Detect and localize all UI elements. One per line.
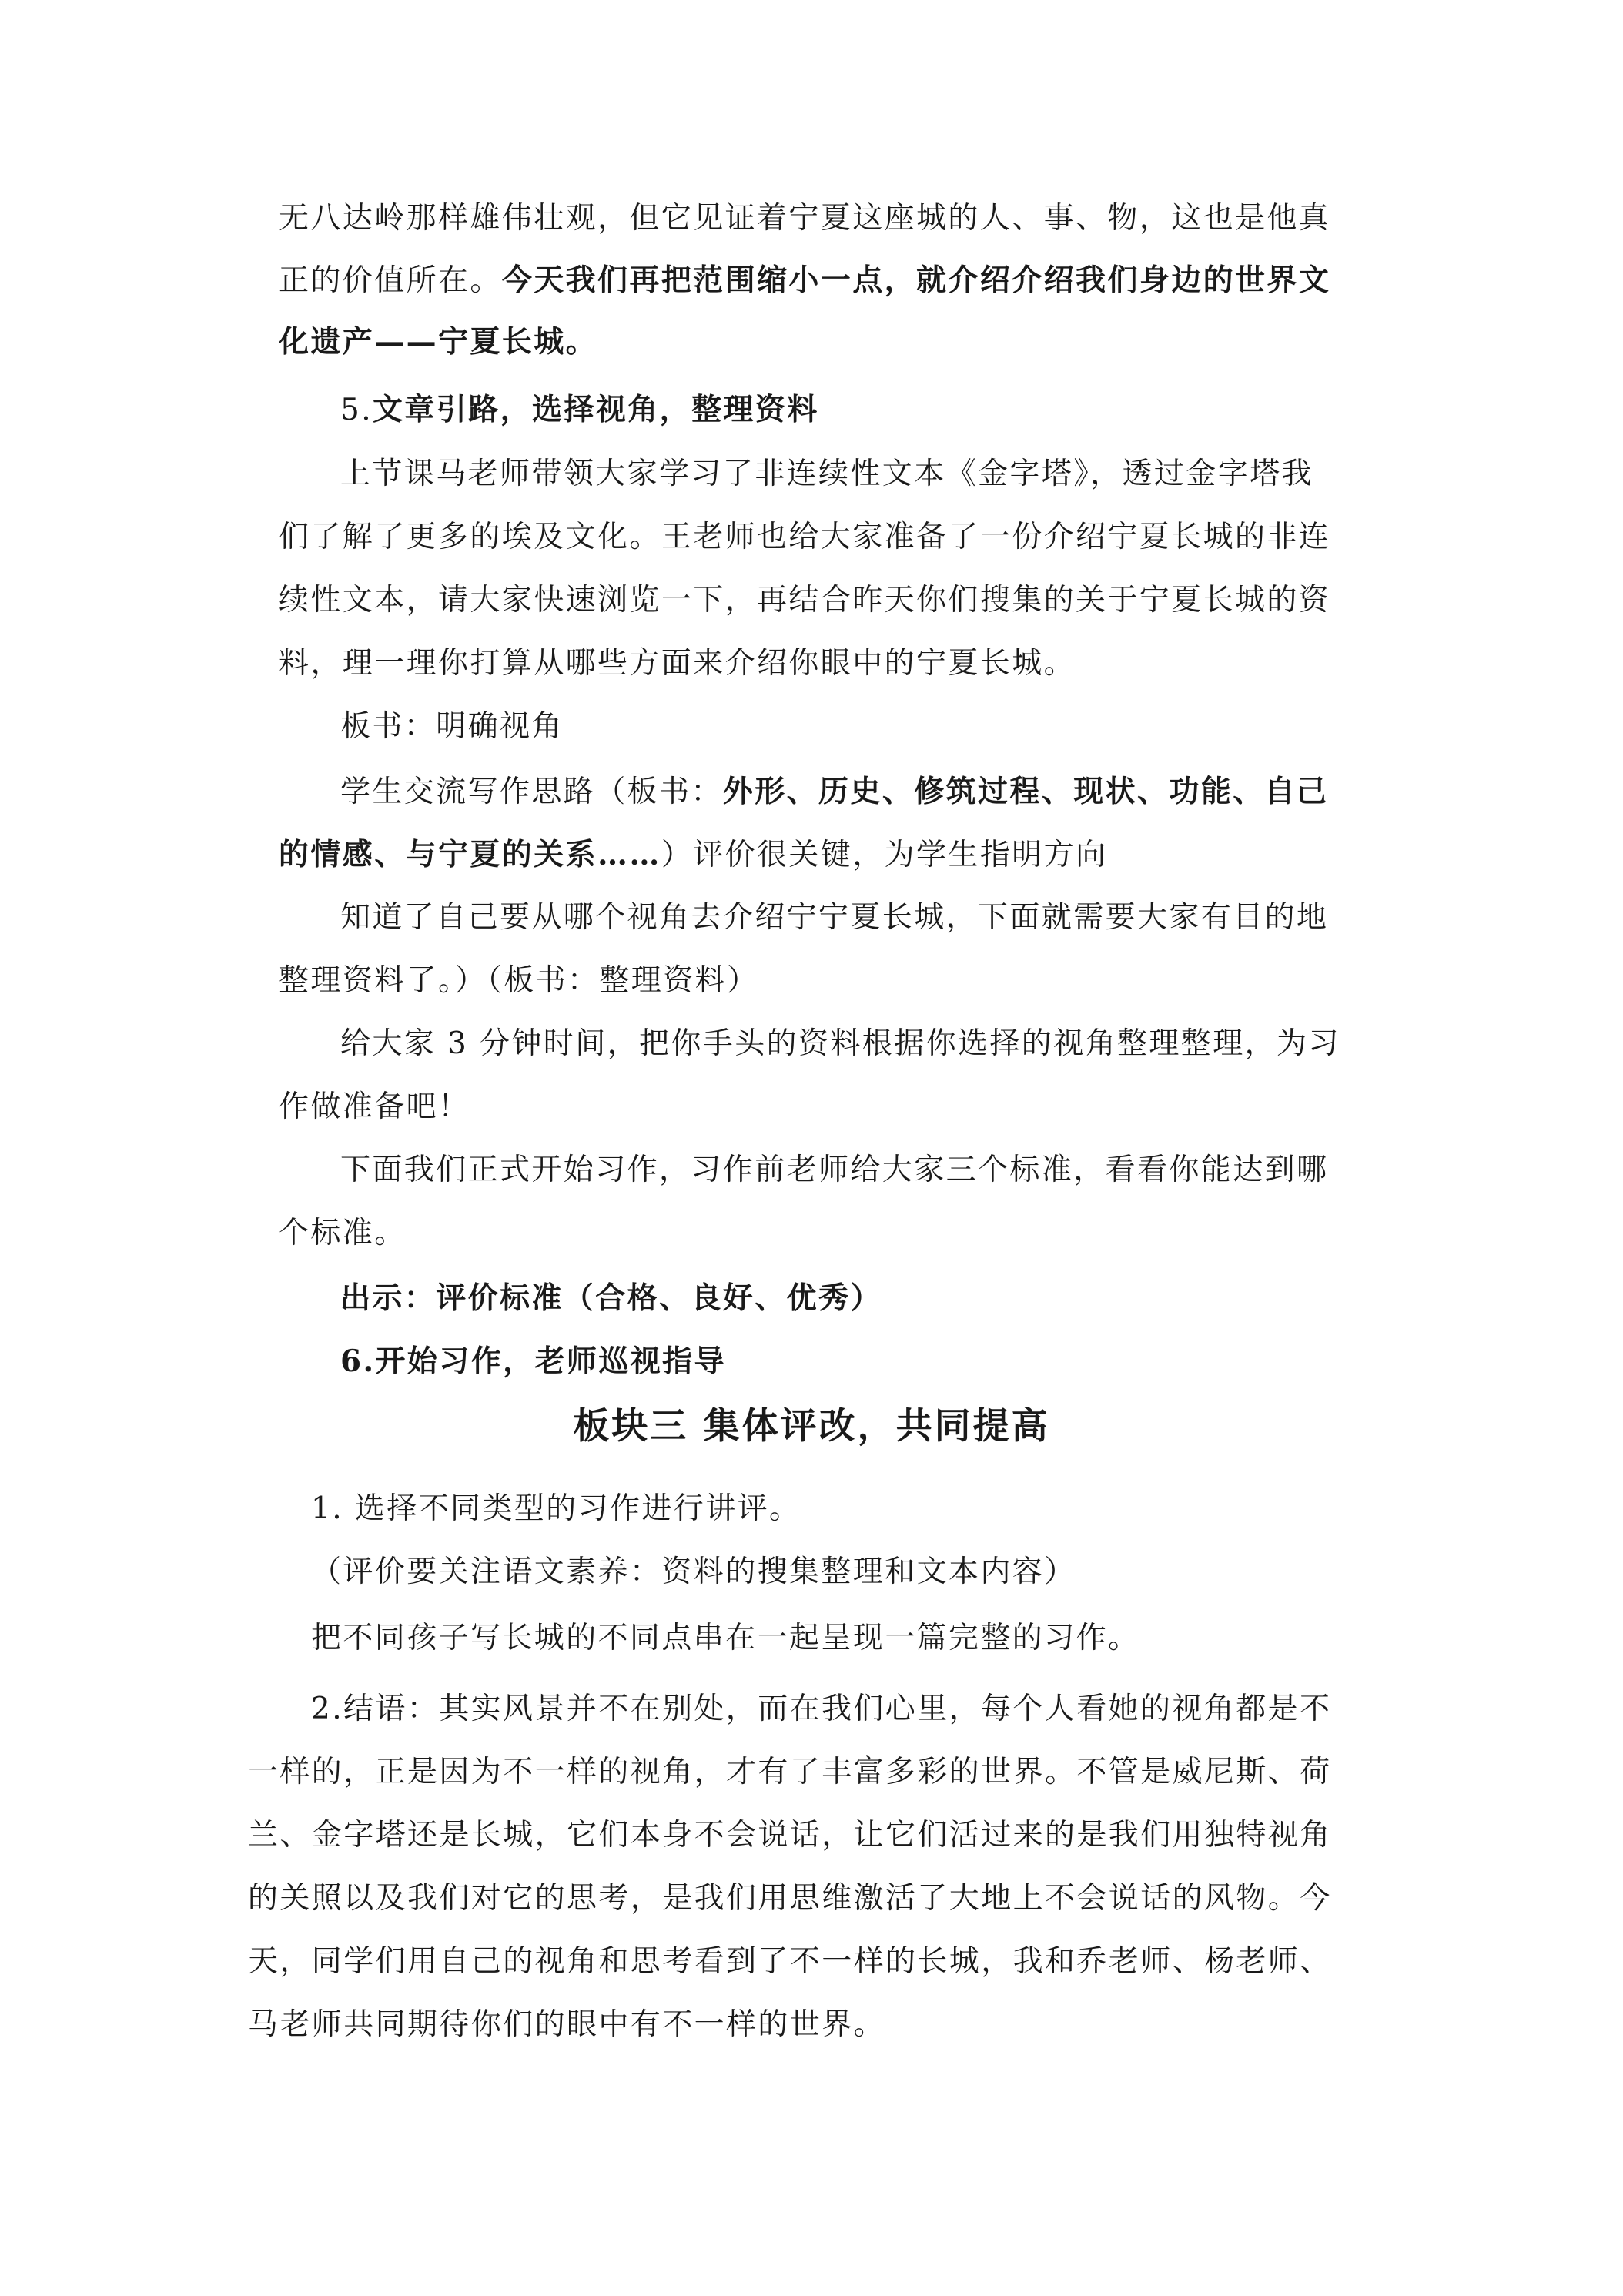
para2-line2: 们了解了更多的埃及文化。王老师也给大家准备了一份介绍宁夏长城的非连 <box>279 520 1331 554</box>
conclusion-line2: 一样的，正是因为不一样的视角，才有了丰富多彩的世界。不管是威尼斯、荷 <box>248 1755 1332 1789</box>
conclusion-line5: 天，同学们用自己的视角和思考看到了不一样的长城，我和乔老师、杨老师、 <box>248 1944 1332 1979</box>
board-note-perspective: 板书：明确视角 <box>340 709 564 744</box>
step6-heading: 6.开始习作，老师巡视指导 <box>340 1344 726 1379</box>
conclusion-line6: 马老师共同期待你们的眼中有不一样的世界。 <box>248 2007 886 2042</box>
para6-line2: 个标准。 <box>279 1216 407 1250</box>
section3-paragraph: 把不同孩子写长城的不同点串在一起呈现一篇完整的习作。 <box>311 1621 1140 1655</box>
para3-line1-bold: 外形、历史、修筑过程、现状、功能、自己 <box>722 774 1329 809</box>
step5-title: 文章引路，选择视角，整理资料 <box>373 392 819 427</box>
evaluation-standard: 出示：评价标准（合格、良好、优秀） <box>340 1280 882 1316</box>
step5-number: 5. <box>340 393 373 427</box>
conclusion-line3: 兰、金字塔还是长城，它们本身不会说话，让它们活过来的是我们用独特视角 <box>248 1818 1332 1853</box>
step5-heading <box>340 387 819 433</box>
para2-line3: 续性文本，请大家快速浏览一下，再结合昨天你们搜集的关于宁夏长城的资 <box>279 583 1331 618</box>
para3-line2-bold: 的情感、与宁夏的关系…… <box>279 837 661 872</box>
para1-line2-plain: 正的价值所在。 <box>279 263 502 298</box>
para2-line1: 上节课马老师带领大家学习了非连续性文本《金字塔》，透过金字塔我 <box>340 457 1313 491</box>
section3-heading: 板块三 集体评改，共同提高 <box>573 1405 1050 1448</box>
para3-line1-plain: 学生交流写作思路（板书： <box>340 775 723 809</box>
para3-line1 <box>340 768 1328 815</box>
para1-line2 <box>279 257 1330 303</box>
conclusion-line4: 的关照以及我们对它的思考，是我们用思维激活了大地上不会说话的风物。今 <box>248 1881 1332 1916</box>
para3-line2-plain: ）评价很关键，为学生指明方向 <box>661 838 1108 872</box>
para6-line1: 下面我们正式开始习作，习作前老师给大家三个标准，看看你能达到哪 <box>340 1153 1329 1187</box>
section3-note: （评价要关注语文素养：资料的搜集整理和文本内容） <box>311 1555 1076 1589</box>
para5-line2: 作做准备吧！ <box>279 1089 470 1124</box>
para3-line2 <box>279 832 1107 878</box>
conclusion-line1: 2.结语：其实风景并不在别处，而在我们心里，每个人看她的视角都是不 <box>311 1692 1332 1726</box>
para2-line4: 料，理一理你打算从哪些方面来介绍你眼中的宁夏长城。 <box>279 646 1076 681</box>
para4-line1: 知道了自己要从哪个视角去介绍宁宁夏长城，下面就需要大家有目的地 <box>340 900 1329 935</box>
section3-item1: 1. 选择不同类型的习作进行讲评。 <box>311 1491 801 1526</box>
para1-line2-bold: 今天我们再把范围缩小一点，就介绍介绍我们身边的世界文 <box>501 263 1331 298</box>
para4-line2: 整理资料了。）（板书：整理资料） <box>279 963 759 998</box>
para1-line3: 化遗产——宁夏长城。 <box>279 324 598 360</box>
para1-line1: 无八达岭那样雄伟壮观，但它见证着宁夏这座城的人、事、物，这也是他真 <box>279 201 1331 236</box>
para5-line1: 给大家 3 分钟时间，把你手头的资料根据你选择的视角整理整理，为习 <box>340 1026 1340 1061</box>
